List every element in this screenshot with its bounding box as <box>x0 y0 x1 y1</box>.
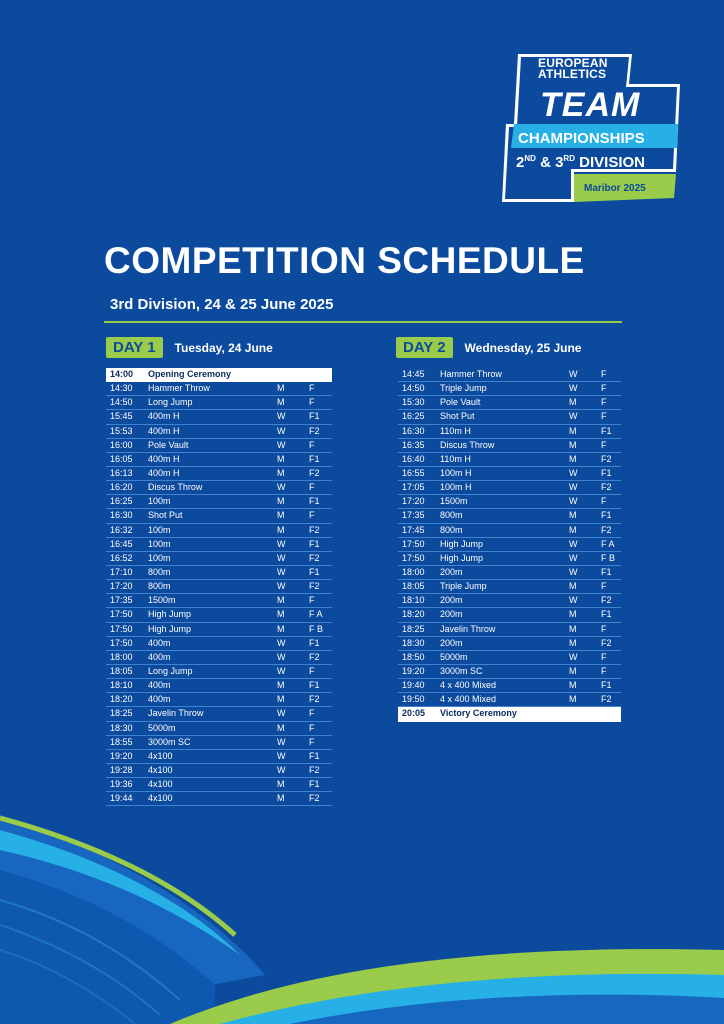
day-2-schedule <box>398 368 621 722</box>
day-2-header <box>396 337 581 358</box>
schedule-row <box>398 580 621 594</box>
schedule-row <box>106 707 332 721</box>
event-time: 16:00 <box>110 439 133 450</box>
event-gender: M <box>569 665 577 676</box>
event-time: 18:30 <box>402 637 425 648</box>
event-time: 15:53 <box>110 425 133 436</box>
schedule-row <box>106 594 332 608</box>
logo-division: 2ND & 3RD DIVISION <box>516 154 645 171</box>
logo-org-name <box>538 58 608 80</box>
schedule-row <box>106 693 332 707</box>
day-2-date: Wednesday, 25 June <box>464 340 582 355</box>
event-round: F1 <box>309 453 320 464</box>
event-name: 4 x 400 Mixed <box>440 680 497 691</box>
event-round: F <box>309 665 315 676</box>
event-round: F2 <box>601 637 612 648</box>
event-name: 100m <box>148 538 171 549</box>
event-name: Shot Put <box>440 411 475 422</box>
event-name: 100m <box>148 496 171 507</box>
event-name: 400m <box>148 637 171 648</box>
event-gender: W <box>569 411 578 422</box>
event-time: 19:40 <box>402 680 425 691</box>
event-gender: M <box>277 383 285 394</box>
event-name: High Jump <box>440 552 484 563</box>
event-gender: W <box>277 538 286 549</box>
event-time: 19:20 <box>110 750 133 761</box>
schedule-row <box>106 651 332 665</box>
event-time: 18:25 <box>110 708 133 719</box>
event-name: 5000m <box>148 722 176 733</box>
event-round: F1 <box>309 566 320 577</box>
event-name: 4x100 <box>148 764 173 775</box>
event-round: F <box>601 397 607 408</box>
event-name: 100m <box>148 552 171 563</box>
event-gender: M <box>277 694 285 705</box>
event-gender: M <box>569 694 577 705</box>
event-gender: W <box>569 595 578 606</box>
schedule-row <box>398 651 621 665</box>
event-time: 17:20 <box>402 496 425 507</box>
schedule-row <box>398 368 621 382</box>
logo-championships: CHAMPIONSHIPS <box>518 130 645 147</box>
event-time: 17:10 <box>110 566 133 577</box>
event-name: Pole Vault <box>148 439 189 450</box>
day-2-badge: DAY 2 <box>396 337 453 358</box>
event-round: F <box>601 369 607 379</box>
event-gender: W <box>277 750 286 761</box>
event-gender: M <box>277 467 285 478</box>
schedule-row <box>398 566 621 580</box>
event-time: 14:00 <box>110 369 134 379</box>
event-gender: M <box>569 609 577 620</box>
event-name: 200m <box>440 609 463 620</box>
event-name: Opening Ceremony <box>148 369 232 379</box>
event-name: 800m <box>440 524 463 535</box>
event-name: 110m H <box>440 425 471 436</box>
event-round: F <box>601 581 607 592</box>
event-round: F <box>309 383 315 394</box>
day-1-header <box>106 337 273 358</box>
event-gender: W <box>277 552 286 563</box>
event-round: F2 <box>309 694 320 705</box>
event-time: 16:25 <box>402 411 425 422</box>
schedule-row <box>106 665 332 679</box>
event-time: 18:20 <box>402 609 425 620</box>
event-round: F <box>601 665 607 676</box>
event-time: 16:35 <box>402 439 425 450</box>
event-time: 16:40 <box>402 453 425 464</box>
event-round: F2 <box>309 552 320 563</box>
schedule-row <box>106 736 332 750</box>
event-gender: M <box>569 397 577 408</box>
schedule-row <box>398 608 621 622</box>
schedule-row <box>398 637 621 651</box>
day-1-date: Tuesday, 24 June <box>174 340 273 355</box>
event-time: 19:44 <box>110 793 133 804</box>
event-name: 110m H <box>440 453 471 464</box>
event-time: 14:50 <box>110 397 133 408</box>
event-time: 17:45 <box>402 524 425 535</box>
logo-org-line-2: ATHLETICS <box>538 67 607 81</box>
event-gender: M <box>277 510 285 521</box>
event-round: F1 <box>601 467 612 478</box>
schedule-row <box>106 722 332 736</box>
event-gender: W <box>569 552 578 563</box>
event-gender: M <box>569 425 577 436</box>
event-gender: M <box>277 623 285 634</box>
event-time: 19:36 <box>110 779 133 790</box>
event-name: Triple Jump <box>440 581 487 592</box>
schedule-row <box>398 410 621 424</box>
event-time: 18:20 <box>110 694 133 705</box>
schedule-row <box>106 566 332 580</box>
event-time: 14:45 <box>402 369 425 379</box>
event-round: F <box>309 722 315 733</box>
event-gender: M <box>569 453 577 464</box>
schedule-row <box>106 623 332 637</box>
title-divider <box>104 321 622 323</box>
event-time: 16:32 <box>110 524 133 535</box>
event-time: 16:20 <box>110 482 133 493</box>
event-time: 19:50 <box>402 694 425 705</box>
schedule-row <box>106 778 332 792</box>
event-gender: M <box>569 637 577 648</box>
event-time: 17:35 <box>110 595 133 606</box>
schedule-row <box>106 637 332 651</box>
event-time: 19:28 <box>110 764 133 775</box>
event-name: Hammer Throw <box>440 369 502 379</box>
event-name: Long Jump <box>148 665 193 676</box>
event-time: 18:00 <box>110 651 133 662</box>
event-time: 18:05 <box>110 665 133 676</box>
event-name: 5000m <box>440 651 468 662</box>
schedule-row <box>398 509 621 523</box>
event-round: F1 <box>309 496 320 507</box>
event-gender: W <box>277 665 286 676</box>
event-name: Triple Jump <box>440 383 487 394</box>
logo-team: TEAM <box>540 86 641 124</box>
event-round: F B <box>601 552 616 563</box>
event-round: F2 <box>601 595 612 606</box>
event-round: F1 <box>601 680 612 691</box>
event-name: High Jump <box>148 623 192 634</box>
event-gender: M <box>569 524 577 535</box>
event-name: 4x100 <box>148 750 173 761</box>
event-gender: M <box>277 722 285 733</box>
event-round: F1 <box>309 680 320 691</box>
schedule-row <box>106 425 332 439</box>
event-round: F2 <box>601 453 612 464</box>
logo-org-line-1: EUROPEAN <box>538 56 608 70</box>
event-round: F <box>309 482 315 493</box>
event-time: 18:25 <box>402 623 425 634</box>
event-round: F <box>309 595 315 606</box>
schedule-row <box>398 467 621 481</box>
event-round: F <box>601 383 607 394</box>
event-round: F2 <box>601 694 612 705</box>
event-round: F2 <box>309 581 320 592</box>
event-round: F1 <box>309 411 320 422</box>
event-name: 400m <box>148 651 171 662</box>
event-time: 18:00 <box>402 566 425 577</box>
event-time: 20:05 <box>402 708 426 719</box>
event-gender: M <box>277 609 285 620</box>
event-time: 18:10 <box>402 595 425 606</box>
day-1-schedule <box>106 368 332 806</box>
event-name: High Jump <box>440 538 484 549</box>
event-gender: M <box>277 779 285 790</box>
event-round: F A <box>309 609 323 620</box>
schedule-row <box>398 524 621 538</box>
schedule-row <box>398 693 621 707</box>
event-round: F2 <box>309 651 320 662</box>
schedule-row <box>398 679 621 693</box>
event-name: Javelin Throw <box>440 623 496 634</box>
schedule-row <box>398 623 621 637</box>
schedule-row <box>106 467 332 481</box>
schedule-row <box>398 538 621 552</box>
event-name: Discus Throw <box>440 439 495 450</box>
logo-city: Maribor 2025 <box>584 183 646 194</box>
event-round: F <box>309 708 315 719</box>
event-name: 4x100 <box>148 779 173 790</box>
event-time: 18:30 <box>110 722 133 733</box>
event-round: F <box>601 623 607 634</box>
event-time: 17:50 <box>110 637 133 648</box>
schedule-row <box>398 665 621 679</box>
event-round: F <box>309 736 315 747</box>
event-round: F1 <box>601 510 612 521</box>
event-gender: M <box>277 680 285 691</box>
schedule-row <box>106 750 332 764</box>
event-gender: W <box>569 651 578 662</box>
event-time: 16:13 <box>110 467 133 478</box>
schedule-row <box>106 552 332 566</box>
event-round: F2 <box>601 482 612 493</box>
event-name: 400m H <box>148 453 180 464</box>
event-time: 16:05 <box>110 453 133 464</box>
schedule-row <box>106 410 332 424</box>
event-time: 17:50 <box>402 552 425 563</box>
event-name: 3000m SC <box>148 736 191 747</box>
event-name: Victory Ceremony <box>440 708 517 719</box>
event-name: 4x100 <box>148 793 173 804</box>
schedule-row <box>106 524 332 538</box>
event-round: F1 <box>309 779 320 790</box>
event-round: F1 <box>309 750 320 761</box>
event-time: 17:50 <box>110 609 133 620</box>
event-round: F <box>309 397 315 408</box>
event-round: F1 <box>601 425 612 436</box>
event-gender: M <box>277 524 285 535</box>
event-gender: W <box>277 566 286 577</box>
schedule-row <box>398 481 621 495</box>
schedule-row <box>398 594 621 608</box>
event-name: 100m H <box>440 467 472 478</box>
event-gender: W <box>277 482 286 493</box>
event-name: 800m <box>440 510 463 521</box>
page-title: COMPETITION SCHEDULE <box>104 240 585 281</box>
event-gender: M <box>277 793 285 804</box>
event-time: 16:25 <box>110 496 133 507</box>
schedule-row <box>106 382 332 396</box>
schedule-row <box>106 679 332 693</box>
event-time: 18:10 <box>110 680 133 691</box>
schedule-row <box>398 453 621 467</box>
event-time: 18:05 <box>402 581 425 592</box>
event-gender: W <box>277 651 286 662</box>
event-time: 16:55 <box>402 467 425 478</box>
event-name: 100m H <box>440 482 472 493</box>
event-name: Javelin Throw <box>148 708 204 719</box>
schedule-row <box>106 509 332 523</box>
schedule-row <box>398 495 621 509</box>
event-gender: M <box>569 439 577 450</box>
event-time: 14:30 <box>110 383 133 394</box>
event-round: F B <box>309 623 324 634</box>
event-name: 1500m <box>148 595 176 606</box>
event-time: 17:50 <box>110 623 133 634</box>
event-round: F1 <box>601 609 612 620</box>
event-gender: W <box>277 411 286 422</box>
event-round: F <box>601 496 607 507</box>
schedule-row <box>398 382 621 396</box>
event-name: 400m H <box>148 425 180 436</box>
event-gender: W <box>569 467 578 478</box>
event-round: F2 <box>309 425 320 436</box>
event-name: 400m H <box>148 411 180 422</box>
event-name: 800m <box>148 581 171 592</box>
ceremony-row <box>398 707 621 721</box>
event-name: 1500m <box>440 496 468 507</box>
event-name: Shot Put <box>148 510 183 521</box>
schedule-row <box>106 538 332 552</box>
schedule-row <box>106 792 332 806</box>
event-name: 200m <box>440 566 463 577</box>
schedule-row <box>106 396 332 410</box>
event-round: F2 <box>309 524 320 535</box>
event-time: 17:05 <box>402 482 425 493</box>
event-round: F <box>601 411 607 422</box>
event-round: F <box>309 439 315 450</box>
event-gender: W <box>569 383 578 394</box>
event-round: F1 <box>309 538 320 549</box>
event-name: Discus Throw <box>148 482 203 493</box>
event-name: 100m <box>148 524 171 535</box>
schedule-row <box>106 439 332 453</box>
event-gender: W <box>277 425 286 436</box>
event-gender: W <box>569 538 578 549</box>
event-time: 18:55 <box>110 736 133 747</box>
schedule-row <box>398 439 621 453</box>
event-time: 16:30 <box>110 510 133 521</box>
event-name: 400m H <box>148 467 180 478</box>
event-time: 19:20 <box>402 665 425 676</box>
event-gender: W <box>569 496 578 507</box>
event-name: Long Jump <box>148 397 193 408</box>
event-round: F <box>601 439 607 450</box>
event-name: Pole Vault <box>440 397 481 408</box>
schedule-row <box>106 453 332 467</box>
event-gender: W <box>569 369 578 379</box>
schedule-row <box>106 580 332 594</box>
event-name: 400m <box>148 694 171 705</box>
event-gender: W <box>569 566 578 577</box>
event-gender: W <box>569 482 578 493</box>
ceremony-row <box>106 368 332 382</box>
event-gender: W <box>277 581 286 592</box>
event-name: High Jump <box>148 609 192 620</box>
event-round: F <box>309 510 315 521</box>
day-1-badge: DAY 1 <box>106 337 163 358</box>
event-round: F1 <box>309 637 320 648</box>
event-time: 16:52 <box>110 552 133 563</box>
schedule-row <box>398 425 621 439</box>
event-name: Hammer Throw <box>148 383 210 394</box>
event-gender: M <box>277 595 285 606</box>
event-name: 200m <box>440 637 463 648</box>
schedule-row <box>398 396 621 410</box>
event-time: 14:50 <box>402 383 425 394</box>
event-gender: W <box>277 708 286 719</box>
event-time: 16:45 <box>110 538 133 549</box>
schedule-row <box>106 608 332 622</box>
event-name: 3000m SC <box>440 665 483 676</box>
event-gender: W <box>277 736 286 747</box>
event-gender: M <box>569 581 577 592</box>
page-subtitle: 3rd Division, 24 & 25 June 2025 <box>110 296 334 313</box>
schedule-row <box>106 495 332 509</box>
schedule-row <box>106 764 332 778</box>
event-time: 17:35 <box>402 510 425 521</box>
event-gender: M <box>277 496 285 507</box>
schedule-row <box>106 481 332 495</box>
event-time: 15:45 <box>110 411 133 422</box>
championships-logo <box>500 52 682 204</box>
event-round: F2 <box>309 467 320 478</box>
event-name: 4 x 400 Mixed <box>440 694 497 705</box>
event-gender: M <box>277 397 285 408</box>
event-gender: M <box>277 453 285 464</box>
event-round: F2 <box>601 524 612 535</box>
event-gender: W <box>277 764 286 775</box>
event-round: F2 <box>309 793 320 804</box>
event-time: 15:30 <box>402 397 425 408</box>
event-gender: M <box>569 510 577 521</box>
event-round: F A <box>601 538 615 549</box>
event-time: 17:20 <box>110 581 133 592</box>
schedule-row <box>398 552 621 566</box>
event-round: F1 <box>601 566 612 577</box>
event-gender: M <box>569 680 577 691</box>
event-name: 400m <box>148 680 171 691</box>
event-gender: W <box>277 439 286 450</box>
event-gender: W <box>277 637 286 648</box>
event-name: 200m <box>440 595 463 606</box>
event-round: F2 <box>309 764 320 775</box>
event-gender: M <box>569 623 577 634</box>
event-time: 18:50 <box>402 651 425 662</box>
event-time: 16:30 <box>402 425 425 436</box>
event-time: 17:50 <box>402 538 425 549</box>
event-round: F <box>601 651 607 662</box>
event-name: 800m <box>148 566 171 577</box>
